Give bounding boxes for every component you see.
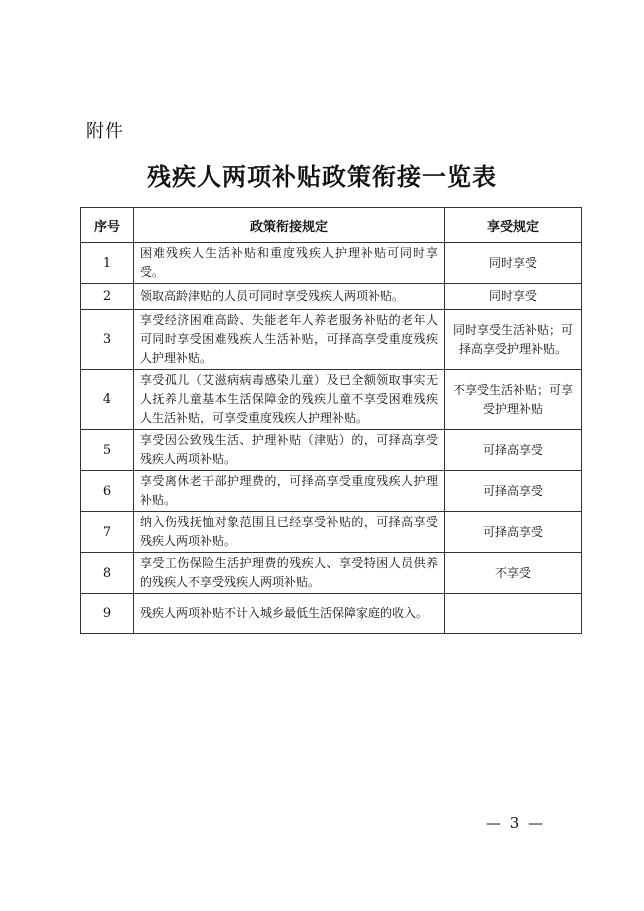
row-policy-rule: 纳入伤残抚恤对象范围且已经享受补贴的，可择高享受残疾人两项补贴。: [134, 512, 445, 553]
table-row: [81, 594, 582, 634]
row-policy-rule: 困难残疾人生活补贴和重度残疾人护理补贴可同时享受。: [134, 243, 445, 284]
header-policy-rule: 政策衔接规定: [134, 208, 445, 243]
row-serial: 1: [81, 243, 134, 284]
row-entitlement: 不享受生活补贴；可享受护理补贴: [445, 370, 582, 430]
row-entitlement: 同时享受: [445, 284, 582, 310]
table-row: [81, 471, 582, 512]
row-entitlement: 同时享受: [445, 243, 582, 284]
table-row: [81, 284, 582, 310]
row-entitlement: 同时享受生活补贴；可择高享受护理补贴。: [445, 310, 582, 370]
table-row: [81, 243, 582, 284]
row-entitlement: 可择高享受: [445, 430, 582, 471]
row-serial: 8: [81, 553, 134, 594]
row-policy-rule: 残疾人两项补贴不计入城乡最低生活保障家庭的收入。: [134, 594, 445, 634]
row-serial: 9: [81, 594, 134, 634]
row-entitlement: 可择高享受: [445, 512, 582, 553]
row-policy-rule: 享受孤儿（艾滋病病毒感染儿童）及已全额领取事实无人抚养儿童基本生活保障金的残疾儿童不享受困难残疾人生活补贴，可享受重度残疾人护理补贴。: [134, 370, 445, 430]
header-entitlement: 享受规定: [445, 208, 582, 243]
row-policy-rule: 享受离休老干部护理费的，可择高享受重度残疾人护理补贴。: [134, 471, 445, 512]
row-serial: 2: [81, 284, 134, 310]
policy-table: [80, 207, 582, 634]
row-serial: 6: [81, 471, 134, 512]
row-entitlement: [445, 594, 582, 634]
row-serial: 7: [81, 512, 134, 553]
row-serial: 5: [81, 430, 134, 471]
row-entitlement: 可择高享受: [445, 471, 582, 512]
row-serial: 3: [81, 310, 134, 370]
row-policy-rule: 享受经济困难高龄、失能老年人养老服务补贴的老年人可同时享受困难残疾人生活补贴，可择高享受重度残疾人护理补贴。: [134, 310, 445, 370]
row-serial: 4: [81, 370, 134, 430]
table-header-row: [81, 208, 582, 243]
row-policy-rule: 领取高龄津贴的人员可同时享受残疾人两项补贴。: [134, 284, 445, 310]
document-title: 残疾人两项补贴政策衔接一览表: [147, 162, 497, 191]
page-number: — 3 —: [486, 814, 546, 832]
table-row: [81, 310, 582, 370]
annex-label: 附件: [86, 121, 124, 142]
row-entitlement: 不享受: [445, 553, 582, 594]
table-row: [81, 512, 582, 553]
table-row: [81, 430, 582, 471]
table-row: [81, 370, 582, 430]
row-policy-rule: 享受因公致残生活、护理补贴（津贴）的，可择高享受残疾人两项补贴。: [134, 430, 445, 471]
header-serial: 序号: [81, 208, 134, 243]
table-row: [81, 553, 582, 594]
row-policy-rule: 享受工伤保险生活护理费的残疾人、享受特困人员供养的残疾人不享受残疾人两项补贴。: [134, 553, 445, 594]
